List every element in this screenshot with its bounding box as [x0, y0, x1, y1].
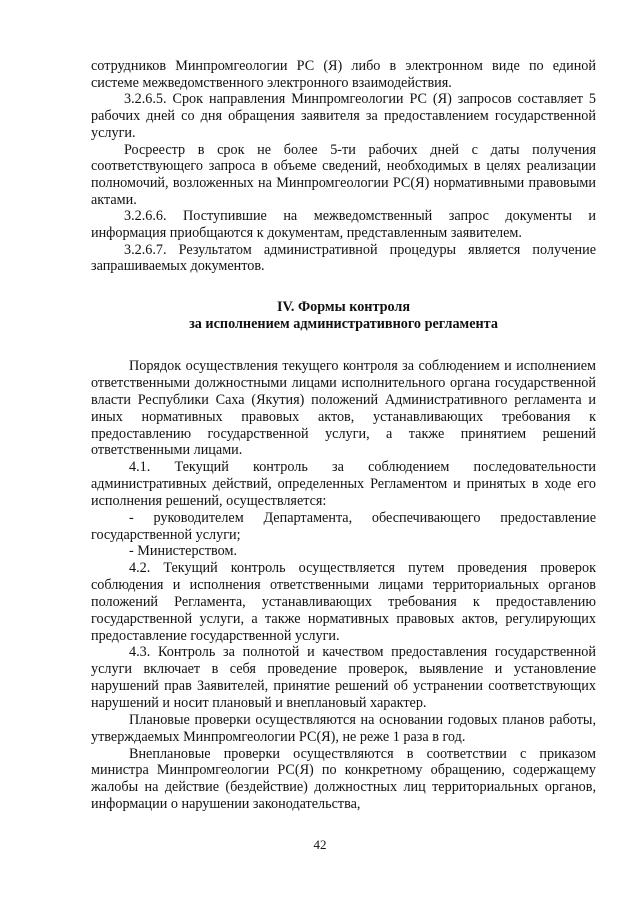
section-body — [91, 358, 596, 813]
section-heading-line-2: за исполнением административного регламента — [189, 316, 498, 333]
paragraph-unplanned-checks: Внеплановые проверки осуществляются в соответствии с приказом министра Минпромгеологии РС(Я) по конкретному обращению, содержащему жалобы на действие (бездействие) должностных лиц территориальных органов, информации о нарушении законодательства, — [91, 745, 596, 813]
list-item-department: - руководителем Департамента, обеспечивающего предоставление государственной услуги; — [91, 509, 596, 543]
paragraph-rosreestr: Росреестр в срок не более 5-ти рабочих дней с даты получения соответствующего запроса в объеме сведений, необходимых в целях реализации полномочий, возложенных на Минпромгеологии РС(Я) нормативными правовыми актами. — [91, 141, 596, 208]
section-heading-line-1: IV. Формы контроля — [276, 299, 411, 316]
paragraph-4-2: 4.2. Текущий контроль осуществляется путем проведения проверок соблюдения и исполнения ответственными лицами территориальных органов положений Регламента, устанавливающих требования к предоставлению государственной услуги, а также нормативных правовых актов, регулирующих предоставление государственной услуги. — [91, 560, 596, 644]
section-heading — [91, 299, 596, 333]
list-item-ministry: - Министерством. — [129, 543, 237, 560]
paragraph-3-2-6-5: 3.2.6.5. Срок направления Минпромгеологии РС (Я) запросов составляет 5 рабочих дней со дня обращения заявителя за предоставлением государственной услуги. — [91, 91, 596, 141]
page-body — [91, 58, 596, 813]
paragraph-planned-checks: Плановые проверки осуществляются на основании годовых планов работы, утверждаемых Минпромгеологии РС(Я), не реже 1 раза в год. — [91, 711, 596, 745]
paragraph-4-1: 4.1. Текущий контроль за соблюдением последовательности административных действий, определенных Регламентом и принятых в ходе его исполнения решений, осуществляется: — [91, 459, 596, 509]
paragraph-3-2-6-7: 3.2.6.7. Результатом административной процедуры является получение запрашиваемых документов. — [91, 241, 596, 275]
paragraph-4-3: 4.3. Контроль за полнотой и качеством предоставления государственной услуги включает в себя проведение проверок, выявление и установление нарушений прав Заявителей, принятие решений об устранении соответствующих нарушений и носит плановый и внеплановый характер. — [91, 644, 596, 712]
paragraph-continued: сотрудников Минпромгеологии РС (Я) либо в электронном виде по единой системе межведомственного электронного взаимодействия. — [91, 58, 596, 91]
paragraph-3-2-6-6: 3.2.6.6. Поступившие на межведомственный запрос документы и информация приобщаются к документам, представленным заявителем. — [91, 208, 596, 242]
page-number: 42 — [313, 837, 327, 852]
paragraph-control-order: Порядок осуществления текущего контроля за соблюдением и исполнением ответственными должностными лицами исполнительного органа государственной власти Республики Саха (Якутия) положений Административного регламента и иных нормативных правовых актов, устанавливающих требования к предоставлению государственной услуги, а также принятием решений ответственными лицами. — [91, 358, 596, 459]
